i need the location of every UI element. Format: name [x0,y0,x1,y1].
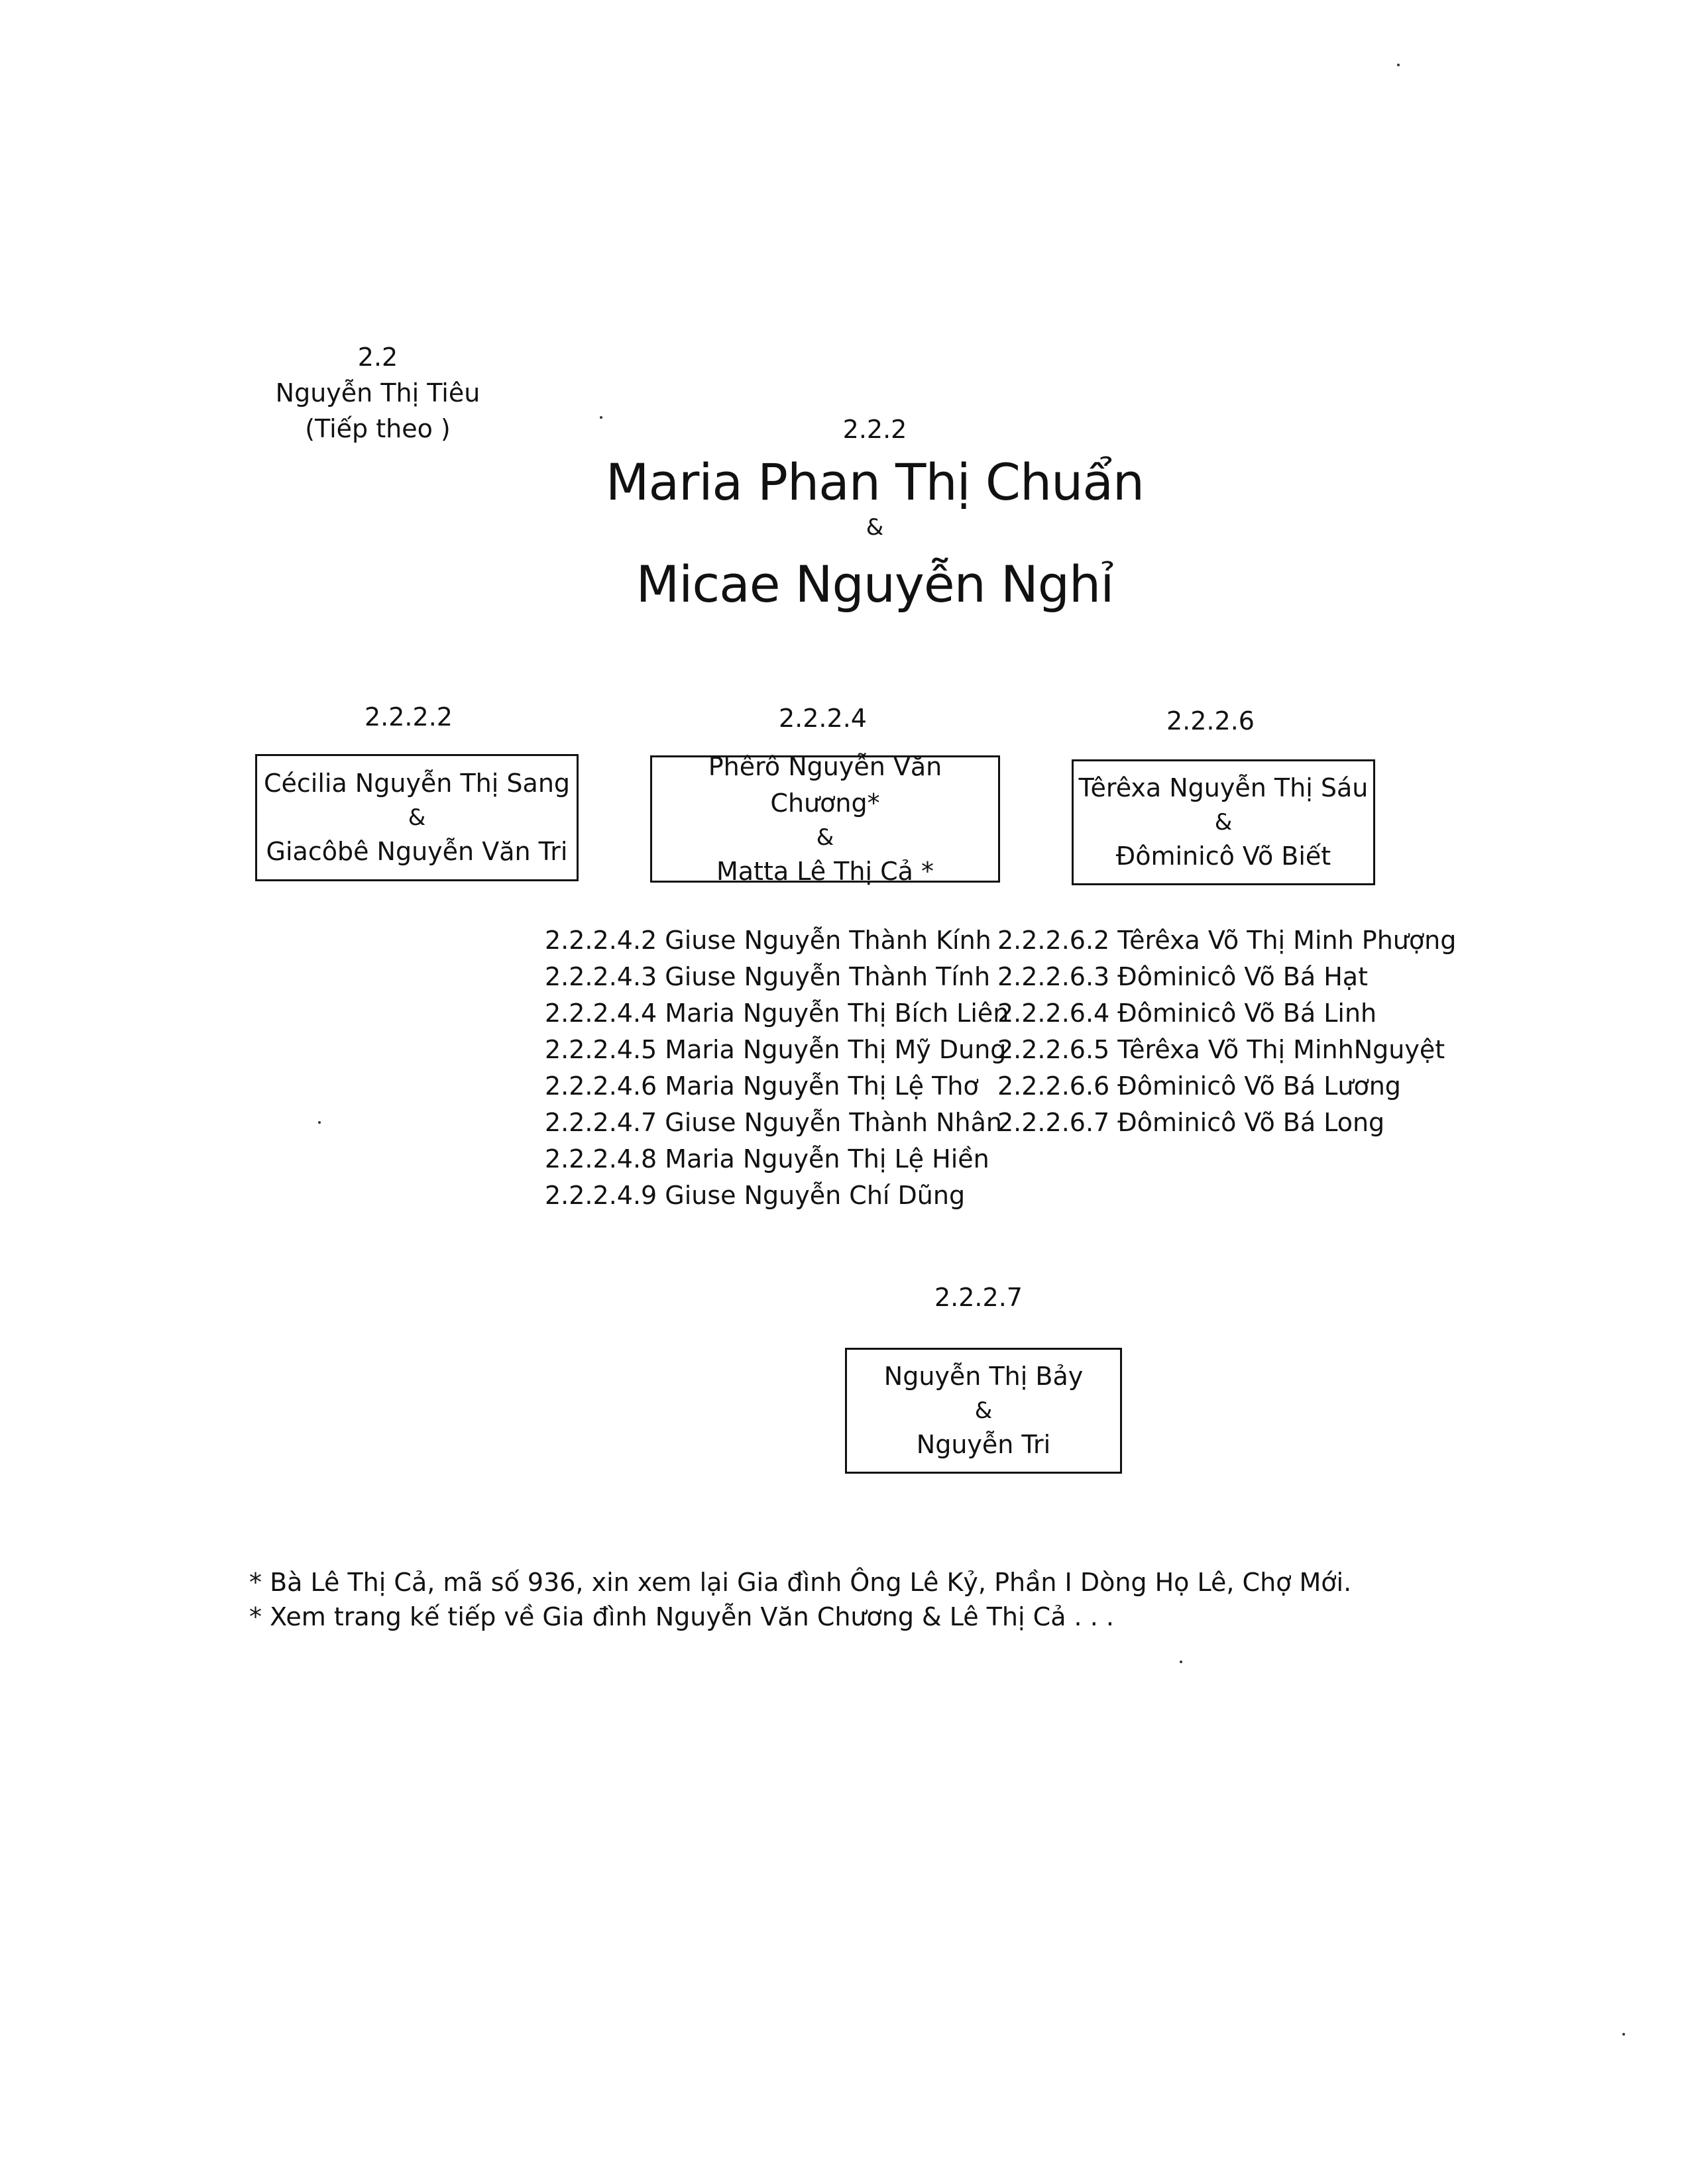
family-code-2227: 2.2.2.7 [934,1283,1023,1312]
family-2227-line2: Nguyễn Tri [916,1430,1051,1459]
couple-husband-name: Micae Nguyễn Nghỉ [636,555,1114,614]
list-item: 2.2.2.6.7 Đôminicô Võ Bá Long [997,1108,1385,1137]
footnote-2: * Xem trang kế tiếp về Gia đình Nguyễn Văn Chương & Lê Thị Cả . . . [249,1602,1114,1631]
family-2226-ampersand: & [1214,809,1233,836]
family-2227-line1: Nguyễn Thị Bảy [883,1362,1084,1391]
family-2222-line1: Cécilia Nguyễn Thị Sang [263,769,571,798]
parent-code: 2.2 [357,343,398,372]
family-box-2227 [845,1348,1122,1474]
main-couple [596,408,1153,616]
family-2224-ampersand: & [816,824,834,851]
family-code-2224: 2.2.2.4 [779,704,867,733]
family-2226-line2: Đôminicô Võ Biết [1115,842,1331,871]
list-item: 2.2.2.6.6 Đôminicô Võ Bá Lương [997,1071,1401,1101]
family-box-2226 [1072,759,1375,885]
list-item: 2.2.2.4.7 Giuse Nguyễn Thành Nhân [545,1108,1002,1137]
parent-note: (Tiếp theo ) [305,414,451,443]
family-box-2224 [650,751,1000,886]
scan-speck [1622,2033,1625,2036]
scan-speck [318,1121,321,1124]
family-box-2222 [255,754,579,881]
list-item: 2.2.2.6.3 Đôminicô Võ Bá Hạt [997,962,1368,991]
list-item: 2.2.2.6.5 Têrêxa Võ Thị MinhNguyệt [997,1035,1445,1064]
list-item: 2.2.2.4.4 Maria Nguyễn Thị Bích Liên [545,999,1009,1028]
family-2222-line2: Giacôbê Nguyễn Văn Tri [266,837,568,866]
footnote-1: * Bà Lê Thị Cả, mã số 936, xin xem lại Gia đình Ông Lê Kỷ, Phần I Dòng Họ Lê, Chợ Mới. [249,1568,1352,1597]
family-2227-ampersand: & [974,1397,993,1424]
list-item: 2.2.2.6.4 Đôminicô Võ Bá Linh [997,999,1377,1028]
couple-wife-name: Maria Phan Thị Chuẩn [605,453,1145,512]
couple-code: 2.2.2 [842,415,907,444]
parent-name: Nguyễn Thị Tiêu [275,378,480,408]
couple-ampersand: & [866,514,884,541]
scan-speck [1180,1661,1182,1663]
family-code-2226: 2.2.2.6 [1166,706,1255,736]
footnotes [249,1565,1351,1634]
scan-speck [1397,64,1400,66]
list-item: 2.2.2.4.6 Maria Nguyễn Thị Lệ Thơ [545,1071,979,1101]
children-list-2226 [997,922,1456,1141]
parent-header [239,339,517,447]
family-code-2222: 2.2.2.2 [365,702,453,732]
family-2226-line1: Têrêxa Nguyễn Thị Sáu [1078,773,1369,802]
family-2222-ampersand: & [408,804,426,831]
scan-speck [600,416,602,419]
list-item: 2.2.2.6.2 Têrêxa Võ Thị Minh Phượng [997,926,1457,955]
list-item: 2.2.2.4.8 Maria Nguyễn Thị Lệ Hiền [545,1144,989,1174]
family-2224-line2: Matta Lê Thị Cả * [716,856,934,886]
list-item: 2.2.2.4.2 Giuse Nguyễn Thành Kính [545,926,991,955]
list-item: 2.2.2.4.5 Maria Nguyễn Thị Mỹ Dung [545,1035,1007,1064]
children-list-2224 [545,922,1009,1214]
list-item: 2.2.2.4.9 Giuse Nguyễn Chí Dũng [545,1181,966,1210]
list-item: 2.2.2.4.3 Giuse Nguyễn Thành Tính [545,962,991,991]
family-2224-line1: Phêrô Nguyễn Văn Chương* [708,751,942,818]
